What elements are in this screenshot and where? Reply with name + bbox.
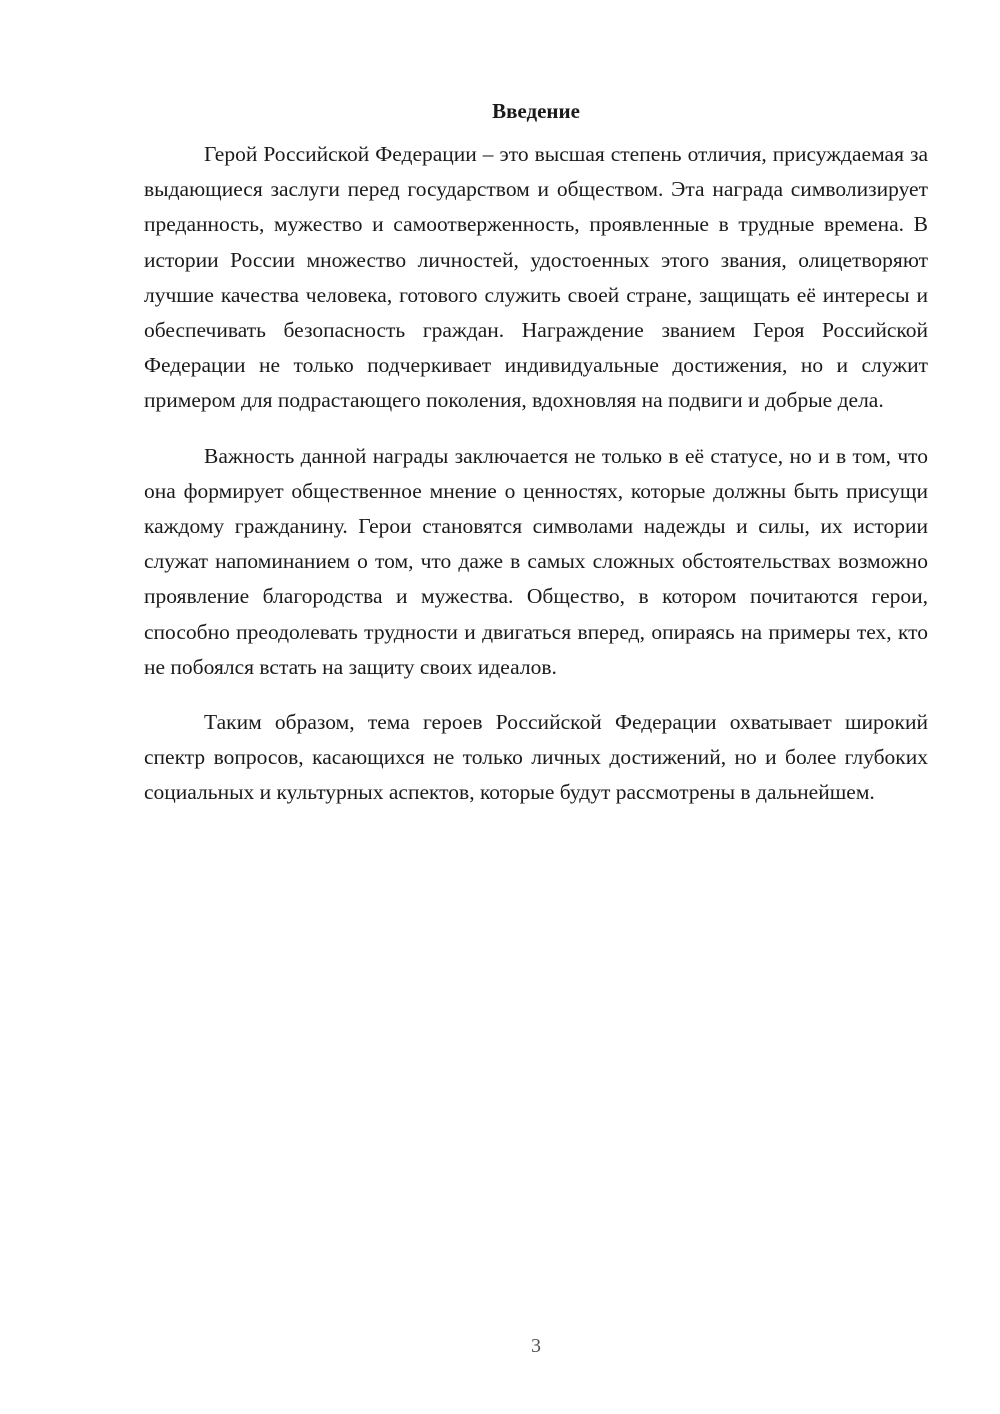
page-number: 3 [531,1335,541,1357]
paragraph-1: Герой Российской Федерации – это высшая степень отличия, присуждаемая за выдающиеся заслуги перед государством и обществом. Эта награда символизирует преданность, мужество и самоотверженность, проявленные в трудные времена. В истории России множество личностей, удостоенных этого звания, олицетворяют лучшие качества человека, готового служить своей стране, защищать её интересы и обеспечивать безопасность граждан. Награждение званием Героя Российской Федерации не только подчеркивает индивидуальные достижения, но и служит примером для подрастающего поколения, вдохновляя на подвиги и добрые дела. [144,142,928,413]
section-title: Введение [492,99,580,123]
paragraph-3: Таким образом, тема героев Российской Федерации охватывает широкий спектр вопросов, касающихся не только личных достижений, но и более глубоких социальных и культурных аспектов, которые будут рассмотрены в дальнейшем. [144,710,928,805]
paragraph-2: Важность данной награды заключается не только в её статусе, но и в том, что она формирует общественное мнение о ценностях, которые должны быть присущи каждому гражданину. Герои становятся символами надежды и силы, их истории служат напоминанием о том, что даже в самых сложных обстоятельствах возможно проявление благородства и мужества. Общество, в котором почитаются герои, способно преодолевать трудности и двигаться вперед, опираясь на примеры тех, кто не побоялся встать на защиту своих идеалов. [144,443,928,679]
page-content [144,94,928,831]
